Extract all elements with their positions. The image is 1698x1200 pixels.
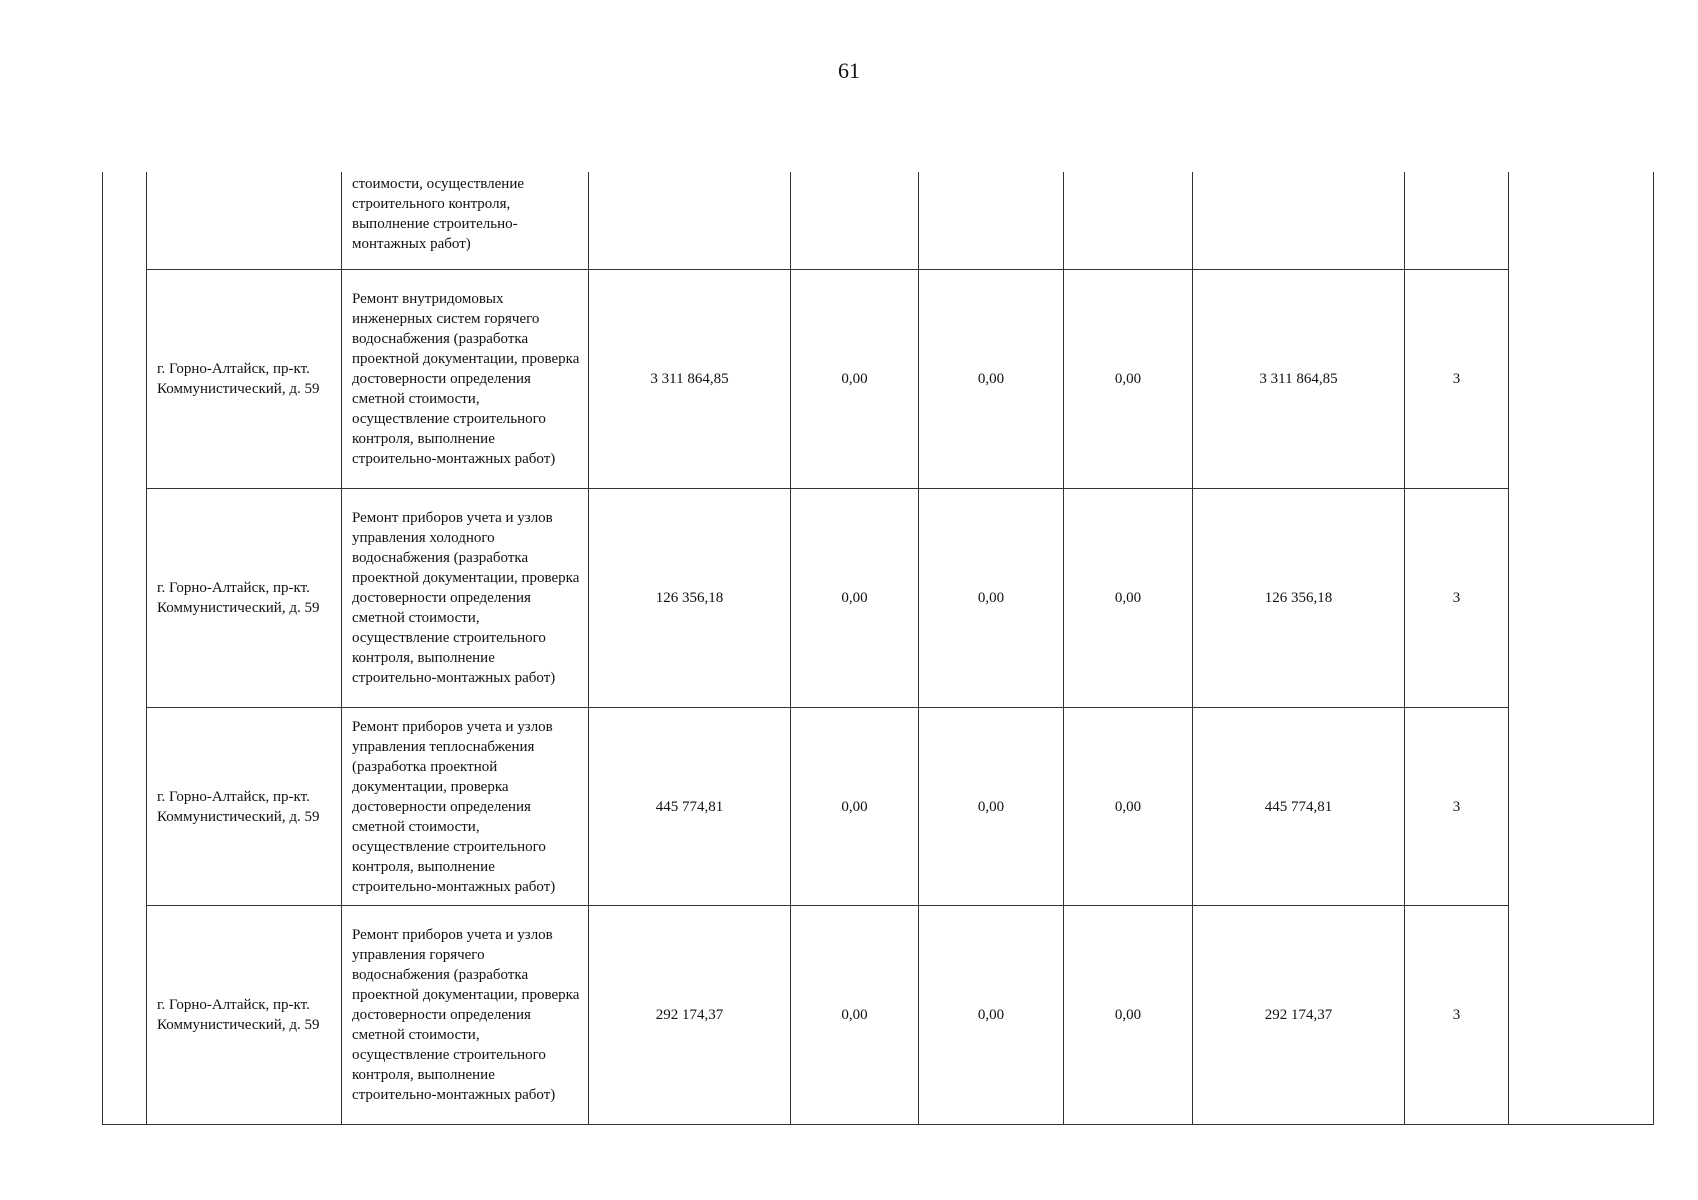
budget-cell: [919, 270, 1064, 489]
owners-funds-text: 3 311 864,85: [1259, 371, 1338, 387]
table-row: [103, 172, 1654, 270]
budget-text: 0,00: [977, 371, 1005, 387]
local-budget-cell: [1064, 489, 1193, 708]
budget-cell: [919, 489, 1064, 708]
fund-cell: [791, 906, 919, 1125]
owners-funds-cell: [1193, 270, 1405, 489]
work-cell: [342, 270, 589, 489]
year-cell: [1405, 708, 1509, 906]
year-text: 3: [1452, 798, 1461, 815]
work-text: стоимости, осуществление строительного контроля, выполнение строительно-монтажных работ): [352, 176, 525, 252]
budget-text: 0,00: [977, 1007, 1005, 1023]
address-cell: [147, 708, 342, 906]
owners-funds-cell: [1193, 489, 1405, 708]
owners-funds-cell: [1193, 708, 1405, 906]
table-row: [103, 708, 1654, 906]
address-text: г. Горно-Алтайск, пр-кт. Коммунистический, д. 59: [157, 997, 320, 1033]
total-cost-text: 126 356,18: [655, 590, 724, 606]
work-text: Ремонт приборов учета и узлов управления теплоснабжения (разработка проектной документации, проверка достоверности определения сметной стоимости, осуществление строительного контроля, выполнение строительно-монтажных работ): [352, 718, 556, 895]
trailing-cell: [1509, 489, 1654, 708]
year-text: 3: [1452, 590, 1461, 606]
address-text: г. Горно-Алтайск, пр-кт. Коммунистический, д. 59: [157, 788, 320, 825]
local-budget-cell: [1064, 708, 1193, 906]
work-cell: [342, 708, 589, 906]
fund-text: 0,00: [841, 798, 868, 815]
total-cost-text: 3 311 864,85: [650, 371, 729, 387]
address-text: г. Горно-Алтайск, пр-кт. Коммунистический, д. 59: [157, 580, 320, 616]
trailing-cell: [1509, 172, 1654, 270]
local-budget-text: 0,00: [1114, 798, 1142, 815]
trailing-cell: [1509, 270, 1654, 489]
works-table-container: [102, 172, 1653, 1125]
year-text: 3: [1452, 371, 1461, 387]
total-cost-cell: [589, 270, 791, 489]
fund-text: 0,00: [841, 1007, 868, 1023]
fund-cell: [791, 489, 919, 708]
fund-text: 0,00: [841, 590, 868, 606]
budget-text: 0,00: [977, 798, 1005, 815]
table-row: [103, 489, 1654, 708]
index-cell: [103, 906, 147, 1125]
index-cell: [103, 172, 147, 270]
index-cell: [103, 270, 147, 489]
work-cell: [342, 172, 589, 270]
address-cell: [147, 489, 342, 708]
page-number: 61: [838, 58, 860, 83]
work-text: Ремонт приборов учета и узлов управления холодного водоснабжения (разработка проектной документации, проверка достоверности определения сметной стоимости, осуществление строительного контроля, выполнение строительно-монтажных работ): [352, 510, 580, 686]
work-text: Ремонт приборов учета и узлов управления горячего водоснабжения (разработка проектной документации, проверка достоверности определения сметной стоимости, осуществление строительного контроля, выполнение строительно-монтажных работ): [352, 927, 580, 1103]
local-budget-text: 0,00: [1114, 590, 1142, 606]
works-table: [102, 172, 1654, 1125]
year-text: 3: [1452, 1007, 1461, 1023]
work-text: Ремонт внутридомовых инженерных систем горячего водоснабжения (разработка проектной документации, проверка достоверности определения сметной стоимости, осуществление строительного контроля, выполнение строительно-монтажных работ): [352, 291, 580, 467]
address-cell: [147, 906, 342, 1125]
year-cell: [1405, 489, 1509, 708]
index-cell: [103, 708, 147, 906]
owners-funds-text: 126 356,18: [1264, 590, 1333, 606]
local-budget-text: 0,00: [1114, 371, 1142, 387]
budget-cell: [919, 906, 1064, 1125]
local-budget-text: 0,00: [1114, 1007, 1142, 1023]
trailing-cell: [1509, 708, 1654, 906]
local-budget-cell: [1064, 906, 1193, 1125]
total-cost-cell: [589, 172, 791, 270]
fund-text: 0,00: [841, 371, 868, 387]
fund-cell: [791, 270, 919, 489]
table-row: [103, 270, 1654, 489]
table-row: [103, 906, 1654, 1125]
owners-funds-cell: [1193, 906, 1405, 1125]
year-cell: [1405, 270, 1509, 489]
work-cell: [342, 489, 589, 708]
fund-cell: [791, 708, 919, 906]
owners-funds-text: 445 774,81: [1264, 798, 1333, 815]
address-cell: [147, 172, 342, 270]
fund-cell: [791, 172, 919, 270]
total-cost-cell: [589, 708, 791, 906]
index-cell: [103, 489, 147, 708]
year-cell: [1405, 172, 1509, 270]
owners-funds-cell: [1193, 172, 1405, 270]
total-cost-cell: [589, 906, 791, 1125]
budget-cell: [919, 172, 1064, 270]
work-cell: [342, 906, 589, 1125]
year-cell: [1405, 906, 1509, 1125]
local-budget-cell: [1064, 270, 1193, 489]
total-cost-cell: [589, 489, 791, 708]
total-cost-text: 292 174,37: [655, 1007, 724, 1023]
total-cost-text: 445 774,81: [655, 798, 724, 815]
trailing-cell: [1509, 906, 1654, 1125]
owners-funds-text: 292 174,37: [1264, 1007, 1333, 1023]
address-text: г. Горно-Алтайск, пр-кт. Коммунистический, д. 59: [157, 361, 320, 397]
budget-text: 0,00: [977, 590, 1005, 606]
address-cell: [147, 270, 342, 489]
local-budget-cell: [1064, 172, 1193, 270]
budget-cell: [919, 708, 1064, 906]
